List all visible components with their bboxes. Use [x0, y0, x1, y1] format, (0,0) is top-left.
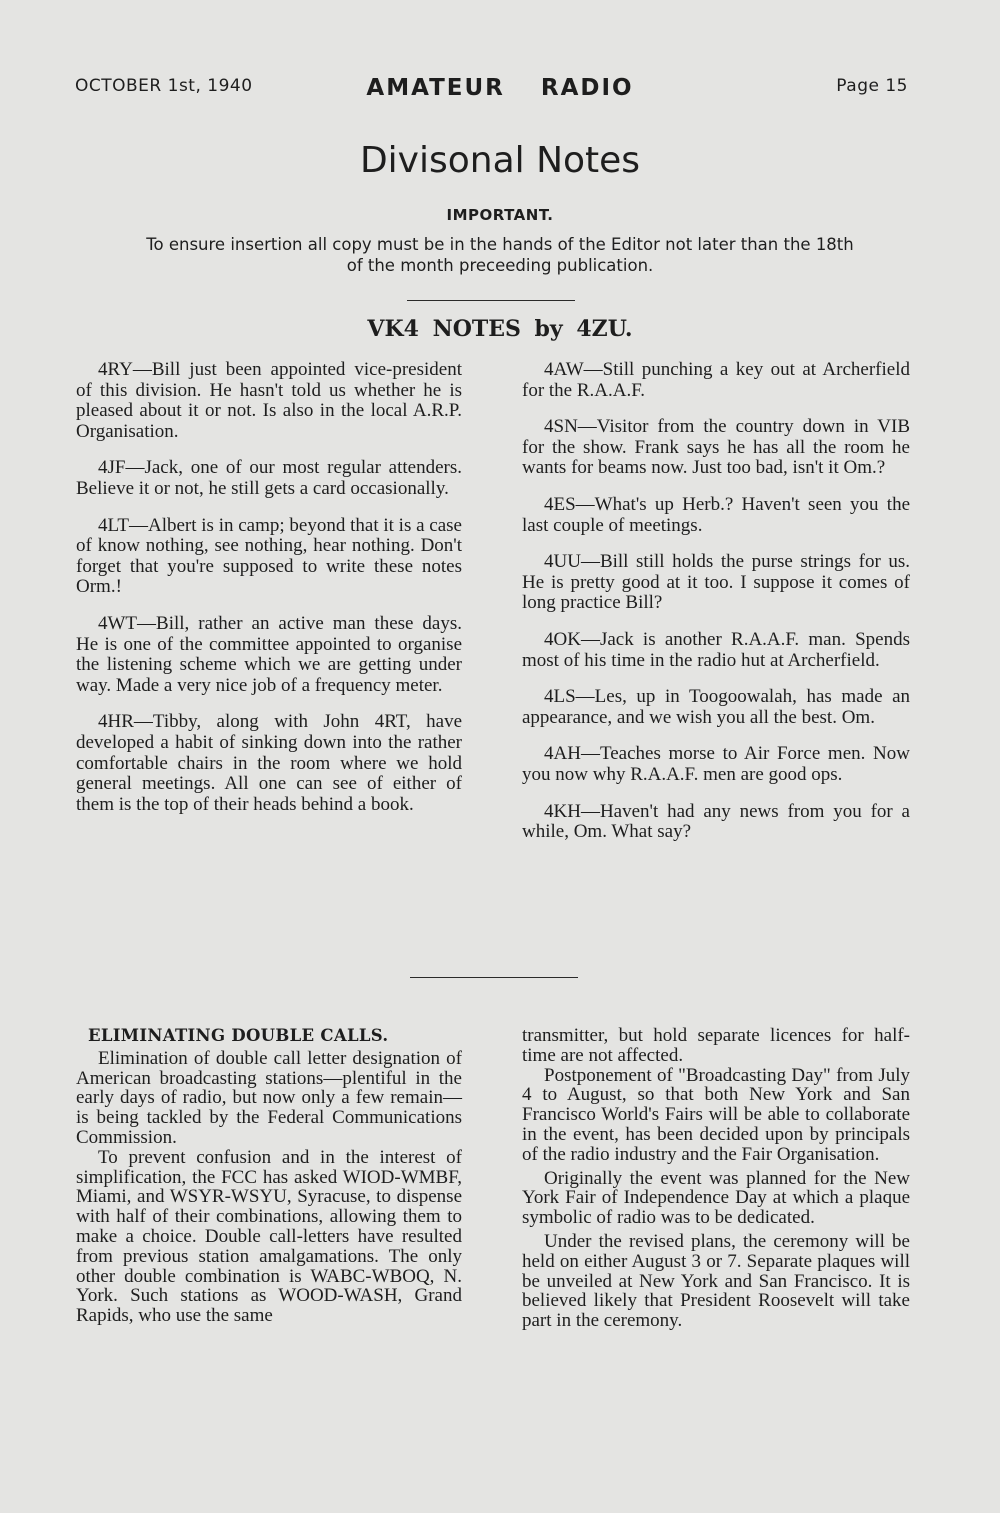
article-paragraph: To prevent confusion and in the interest of simplification, the FCC has asked WIOD-WMBF, Miami, and WSYR-WSYU, Syracuse, to dispense with half of their combinations, allowing them to make a choice. Double call-letters have resulted from previous station amalgamations. The only other double combination is WABC-WBOQ, N. York. Such stations as WOOD-WASH, Grand Rapids, who use the same [76, 1146, 462, 1327]
note-paragraph: 4LT—Albert is in camp; beyond that it is a case of know nothing, see nothing, hear nothing. Don't forget that you're supposed to write these notes Orm.! [76, 514, 462, 598]
important-label: IMPORTANT. [446, 206, 554, 224]
note-paragraph: 4HR—Tibby, along with John 4RT, have developed a habit of sinking down into the rather comfortable chairs in the room where we hold general meetings. All one can see of either of them is the top of their heads behind a book. [76, 711, 462, 815]
vk4-notes-heading: VK4 NOTES by 4ZU. [367, 316, 633, 342]
page-number: Page 15 [836, 76, 908, 96]
note-paragraph: 4RY—Bill just been appointed vice-president of this division. He hasn't told us whether he is pleased about it or not. Is also in the local A.R.P. Organisation. [76, 359, 462, 442]
note-paragraph: 4KH—Haven't had any news from you for a while, Om. What say? [522, 800, 910, 843]
article-paragraph: transmitter, but hold separate licences for half-time are not affected. [522, 1025, 910, 1066]
article-paragraph: Postponement of "Broadcasting Day" from July 4 to August, so that both New York and San Francisco World's Fairs will be able to collaborate in the event, has been decided upon by principals of the radio industry and the Fair Organisation. [522, 1064, 910, 1165]
article-paragraph: Elimination of double call letter designation of American broadcasting stations—plentiful in the early days of radio, but now only a few remain—is being tackled by the Federal Communications Commission. [76, 1047, 462, 1148]
article-paragraph: Under the revised plans, the ceremony will be held on either August 3 or 7. Separate plaques will be unveiled at New York and San Francisco. It is believed likely that President Roosevelt will take part in the ceremony. [522, 1230, 910, 1332]
issue-date: OCTOBER 1st, 1940 [75, 76, 253, 96]
note-paragraph: 4JF—Jack, one of our most regular attenders. Believe it or not, he still gets a card occasionally. [76, 457, 462, 499]
double-calls-right-column [522, 1026, 910, 1331]
note-paragraph: 4OK—Jack is another R.A.A.F. man. Spends most of his time in the radio hut at Archerfield. [522, 628, 910, 671]
vk4-left-column [76, 360, 462, 831]
double-calls-heading: ELIMINATING DOUBLE CALLS. [88, 1026, 389, 1045]
divider-top [407, 300, 575, 301]
vk4-right-column [522, 360, 910, 859]
important-notice: To ensure insertion all copy must be in the hands of the Editor not later than the 18th of the month preceeding publication. [146, 235, 854, 275]
note-paragraph: 4ES—What's up Herb.? Haven't seen you the last couple of meetings. [522, 493, 910, 536]
note-paragraph: 4SN—Visitor from the country down in VIB for the show. Frank says he has all the room he wants for beams now. Just too bad, isn't it Om.? [522, 416, 910, 479]
double-calls-left-column [76, 1026, 462, 1326]
note-paragraph: 4LS—Les, up in Toogoowalah, has made an appearance, and we wish you all the best. Om. [522, 686, 910, 728]
article-paragraph: Originally the event was planned for the New York Fair of Independence Day at which a plaque symbolic of radio was to be dedicated. [522, 1167, 910, 1229]
note-paragraph: 4AW—Still punching a key out at Archerfield for the R.A.A.F. [522, 359, 910, 401]
divider-middle [410, 977, 578, 978]
magazine-title: AMATEUR RADIO [366, 75, 634, 101]
note-paragraph: 4UU—Bill still holds the purse strings for us. He is pretty good at it too. I suppose it comes of long practice Bill? [522, 551, 910, 614]
page-title: Divisonal Notes [359, 140, 641, 181]
note-paragraph: 4AH—Teaches morse to Air Force men. Now you now why R.A.A.F. men are good ops. [522, 743, 910, 785]
note-paragraph: 4WT—Bill, rather an active man these days. He is one of the committee appointed to organise the listening scheme which we are getting under way. Made a very nice job of a frequency meter. [76, 612, 462, 696]
